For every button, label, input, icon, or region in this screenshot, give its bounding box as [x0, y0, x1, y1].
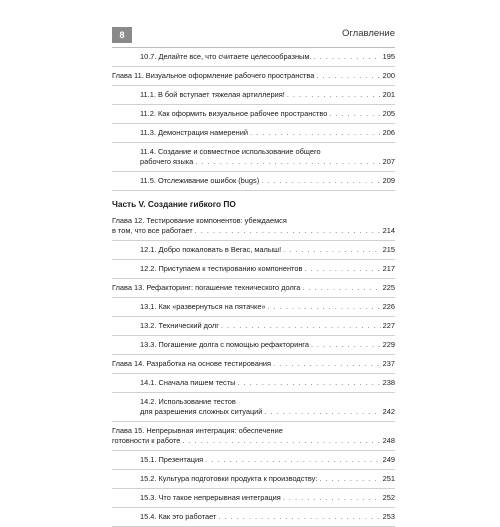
toc-section-entry	[112, 124, 395, 143]
dot-leader	[218, 512, 380, 522]
toc-entry-text: 12.1. Добро пожаловать в Вегас, малыш!	[140, 245, 282, 254]
toc-page-number: 226	[382, 302, 395, 311]
toc-entry-text: 15.4. Как это работает	[140, 512, 217, 521]
toc-entry-text: Глава 11. Визуальное оформление рабочего пространства	[112, 71, 315, 80]
toc-section-entry	[112, 393, 395, 422]
toc-page-number: 201	[382, 90, 395, 99]
toc-entry-text: Глава 12. Тестирование компонентов: убеждаемся	[112, 216, 287, 225]
dot-leader	[304, 264, 380, 274]
toc-page-number: 237	[382, 359, 395, 368]
toc-entry-text: 11.2. Как оформить визуальное рабочее пространство	[140, 109, 328, 118]
toc-entry-text: Глава 13. Рефакторинг: погашение технического долга	[112, 283, 301, 292]
toc-page-number: 227	[382, 321, 395, 330]
running-title: Оглавление	[342, 28, 395, 39]
toc-entry-text: 12.2. Приступаем к тестированию компонентов	[140, 264, 303, 273]
toc-page-number: 207	[382, 157, 395, 166]
toc-entry-text: 13.2. Технический долг	[140, 321, 219, 330]
toc-chapter-entry	[112, 422, 395, 451]
toc-page-number: 195	[382, 52, 395, 61]
toc-section-entry	[112, 317, 395, 336]
toc-page-number: 217	[382, 264, 395, 273]
toc-section-entry	[112, 105, 395, 124]
dot-leader	[311, 340, 381, 350]
toc-entry-text: 11.1. В бой вступает тяжелая артиллерия!	[140, 90, 285, 99]
dot-leader	[287, 90, 381, 100]
toc-page-number: 215	[382, 245, 395, 254]
toc-entry-text: для разрешения сложных ситуаций	[140, 407, 263, 416]
toc-entry-text: 10.7. Делайте все, что считаете целесообразным.	[140, 52, 312, 61]
dot-leader	[261, 176, 380, 186]
toc-entry-text: Глава 14. Разработка на основе тестирования	[112, 359, 272, 368]
table-of-contents	[112, 48, 395, 527]
toc-entry-text: 15.1. Презентация	[140, 455, 204, 464]
toc-page-number: 249	[382, 455, 395, 464]
toc-section-entry	[112, 470, 395, 489]
dot-leader	[329, 109, 380, 119]
page-header	[112, 27, 395, 48]
toc-page-number: 238	[382, 378, 395, 387]
toc-list-top	[112, 48, 395, 191]
toc-entry-text: Глава 15. Непрерывная интеграция: обеспечение	[112, 426, 283, 435]
toc-section-entry	[112, 172, 395, 191]
toc-page-number: 252	[382, 493, 395, 502]
toc-chapter-entry	[112, 212, 395, 241]
part-title: Часть V. Создание гибкого ПО	[112, 199, 236, 209]
toc-chapter-entry	[112, 279, 395, 298]
toc-section-entry	[112, 508, 395, 527]
dot-leader	[205, 455, 381, 465]
toc-section-entry	[112, 86, 395, 105]
dot-leader	[283, 493, 381, 503]
dot-leader	[268, 302, 381, 312]
toc-entry-text: 14.1. Сначала пишем тесты	[140, 378, 236, 387]
toc-entry-text: 11.5. Отслеживание ошибок (bugs)	[140, 176, 260, 185]
toc-section-entry	[112, 489, 395, 508]
dot-leader	[237, 378, 380, 388]
toc-page-number: 253	[382, 512, 395, 521]
toc-section-entry	[112, 374, 395, 393]
dot-leader	[273, 359, 381, 369]
page-number-badge: 8	[112, 27, 132, 43]
toc-entry-text: 15.3. Что такое непрерывная интеграция	[140, 493, 281, 502]
toc-page-number: 214	[382, 226, 395, 235]
toc-page-number: 225	[382, 283, 395, 292]
toc-entry-text: готовности к работе	[112, 436, 181, 445]
dot-leader	[221, 321, 381, 331]
toc-entry-text: 14.2. Использование тестов	[140, 397, 236, 406]
toc-entry-text: 11.3. Демонстрация намерений	[140, 128, 248, 137]
dot-leader	[250, 128, 381, 138]
dot-leader	[195, 226, 381, 236]
toc-chapter-entry	[112, 355, 395, 374]
toc-page-number: 242	[382, 407, 395, 416]
toc-section-entry	[112, 451, 395, 470]
toc-page-number: 248	[382, 436, 395, 445]
toc-chapter-entry	[112, 67, 395, 86]
toc-section-entry	[112, 260, 395, 279]
dot-leader	[182, 436, 380, 446]
toc-entry-text: в том, что все работает	[112, 226, 193, 235]
toc-section-entry	[112, 336, 395, 355]
toc-page-number: 206	[382, 128, 395, 137]
toc-list-bottom	[112, 212, 395, 527]
toc-page-number: 205	[382, 109, 395, 118]
toc-entry-text: 13.1. Как «развернуться на пятачке»	[140, 302, 266, 311]
dot-leader	[283, 245, 381, 255]
toc-section-entry	[112, 48, 395, 67]
dot-leader	[302, 283, 380, 293]
toc-page-number: 209	[382, 176, 395, 185]
toc-entry-text: 11.4. Создание и совместное использование общего	[140, 147, 321, 156]
dot-leader	[319, 474, 380, 484]
dot-leader	[195, 157, 380, 167]
toc-section-entry	[112, 241, 395, 260]
toc-page-number: 229	[382, 340, 395, 349]
toc-page-number: 251	[382, 474, 395, 483]
toc-entry-text: 15.2. Культура подготовки продукта к производству:	[140, 474, 318, 483]
toc-section-entry	[112, 143, 395, 172]
toc-entry-text: 13.3. Погашение долга с помощью рефакторинга	[140, 340, 309, 349]
dot-leader	[316, 71, 380, 81]
dot-leader	[264, 407, 380, 417]
dot-leader	[314, 52, 381, 62]
toc-page-number: 200	[382, 71, 395, 80]
toc-entry-text: рабочего языка	[140, 157, 194, 166]
toc-section-entry	[112, 298, 395, 317]
